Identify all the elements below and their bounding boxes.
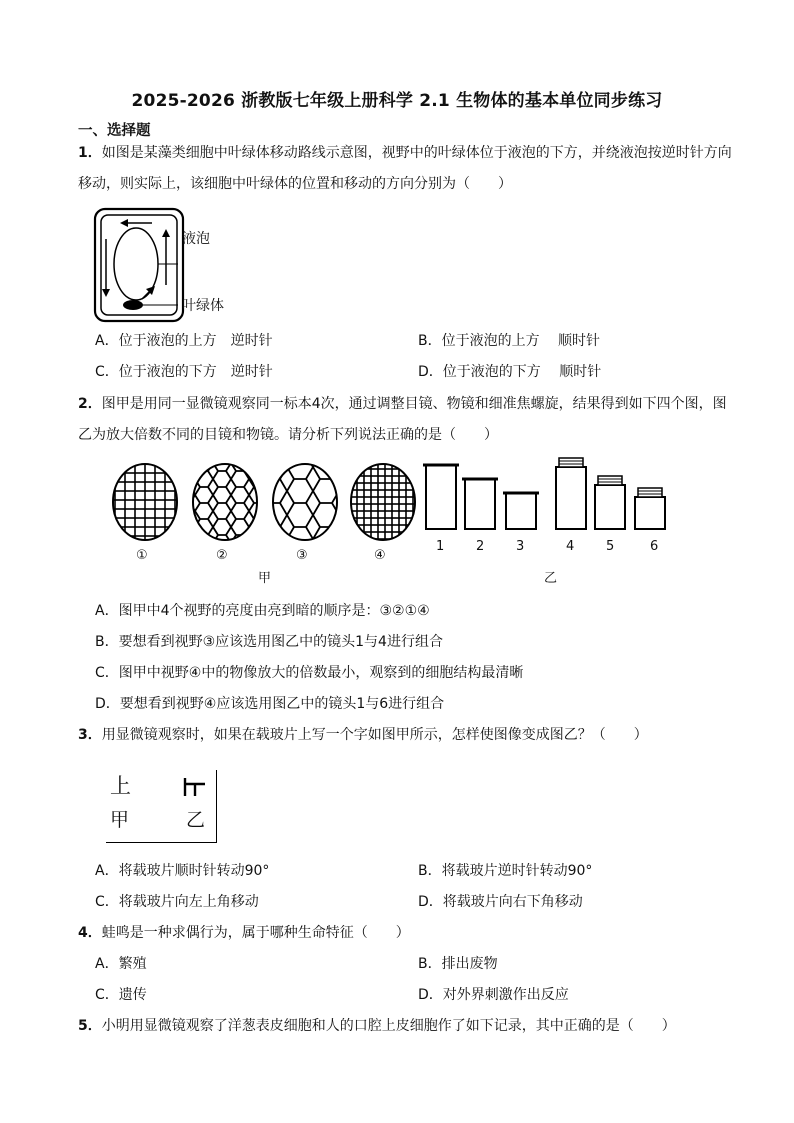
option-d: D．位于液泡的下方 顺时针 [418, 364, 602, 380]
option-b: B．排出废物 [418, 956, 498, 972]
question-number: 5． [78, 1018, 102, 1034]
option-d: D．对外界刺激作出反应 [418, 987, 569, 1003]
objective-lens-5 [595, 476, 625, 529]
circle-label-1: ① [136, 548, 148, 563]
option-b: B．要想看到视野③应该选用图乙中的镜头1与4进行组合 [95, 634, 443, 650]
objective-lens-6 [635, 488, 665, 529]
option-b: B．位于液泡的上方 顺时针 [418, 333, 601, 349]
circle-label-2: ② [216, 548, 228, 563]
option-a: A．图甲中4个视野的亮度由亮到暗的顺序是：③②①④ [95, 603, 430, 619]
question-number: 1． [78, 145, 102, 161]
question-text: 小明用显微镜观察了洋葱表皮细胞和人的口腔上皮细胞作了如下记录，其中正确的是（ ） [101, 1018, 676, 1034]
label-yi: 乙 [186, 809, 206, 831]
rotated-char-yi [182, 776, 208, 798]
question-text: 图甲是用同一显微镜观察同一标本4次，通过调整目镜、物镜和细准焦螺旋，结果得到如下四个图，图乙为放大倍数不同的目镜和物镜。请分析下列说法正确的是（ ） [78, 396, 727, 443]
option-a: A．将载玻片顺时针转动90° [95, 863, 270, 879]
circle-label-4: ④ [374, 548, 386, 563]
option-c: C．遗传 [95, 987, 147, 1003]
eyepiece-lens-1 [423, 465, 459, 529]
microscope-figure [105, 455, 675, 587]
objective-lens-4 [556, 458, 586, 529]
char-jia: 上 [110, 774, 131, 798]
field-circle-1 [105, 455, 185, 550]
figure-caption-jia: 甲 [258, 571, 272, 586]
page-title: 2025-2026 浙教版七年级上册科学 2.1 生物体的基本单位同步练习 [131, 91, 663, 111]
character-figure [106, 770, 217, 843]
option-d: D．将载玻片向右下角移动 [418, 894, 583, 910]
option-a: A．繁殖 [95, 956, 147, 972]
option-d: D．要想看到视野④应该选用图乙中的镜头1与6进行组合 [95, 696, 445, 712]
figure-caption-yi: 乙 [544, 571, 558, 586]
question-number: 4． [78, 925, 102, 941]
chloroplast-label: 叶绿体 [182, 298, 224, 314]
field-circle-4 [345, 455, 425, 550]
question-text: 如图是某藻类细胞中叶绿体移动路线示意图，视野中的叶绿体位于液泡的下方，并绕液泡按逆时针方向移动，则实际上，该细胞中叶绿体的位置和移动的方向分别为（ ） [78, 145, 732, 192]
lens-label-3: 3 [516, 539, 525, 554]
lens-label-5: 5 [606, 539, 615, 554]
question-number: 2． [78, 396, 102, 412]
label-jia: 甲 [110, 809, 130, 831]
section-heading: 一、选择题 [78, 123, 151, 139]
lens-label-6: 6 [650, 539, 659, 554]
question-5 [78, 1011, 738, 1042]
field-circle-3 [265, 455, 345, 550]
vacuole-label: 液泡 [182, 231, 210, 247]
question-3 [78, 720, 738, 751]
eyepiece-lens-2 [462, 479, 498, 529]
option-c: C．图甲中视野④中的物像放大的倍数最小，观察到的细胞结构最清晰 [95, 665, 524, 681]
option-c: C．将载玻片向左上角移动 [95, 894, 259, 910]
option-a: A．位于液泡的上方 逆时针 [95, 333, 273, 349]
chloroplast-figure [90, 207, 250, 325]
lens-label-2: 2 [476, 539, 485, 554]
question-1 [78, 138, 738, 200]
question-number: 3． [78, 727, 102, 743]
lens-label-4: 4 [566, 539, 575, 554]
question-2 [78, 389, 738, 451]
question-text: 蛙鸣是一种求偶行为，属于哪种生命特征（ ） [101, 925, 410, 941]
circle-label-3: ③ [296, 548, 308, 563]
option-b: B．将载玻片逆时针转动90° [418, 863, 593, 879]
question-4 [78, 918, 738, 949]
eyepiece-lens-3 [503, 493, 539, 529]
option-c: C．位于液泡的下方 逆时针 [95, 364, 273, 380]
field-circle-2 [185, 455, 265, 550]
question-text: 用显微镜观察时，如果在载玻片上写一个字如图甲所示，怎样使图像变成图乙？（ ） [101, 727, 648, 743]
lens-label-1: 1 [436, 539, 445, 554]
